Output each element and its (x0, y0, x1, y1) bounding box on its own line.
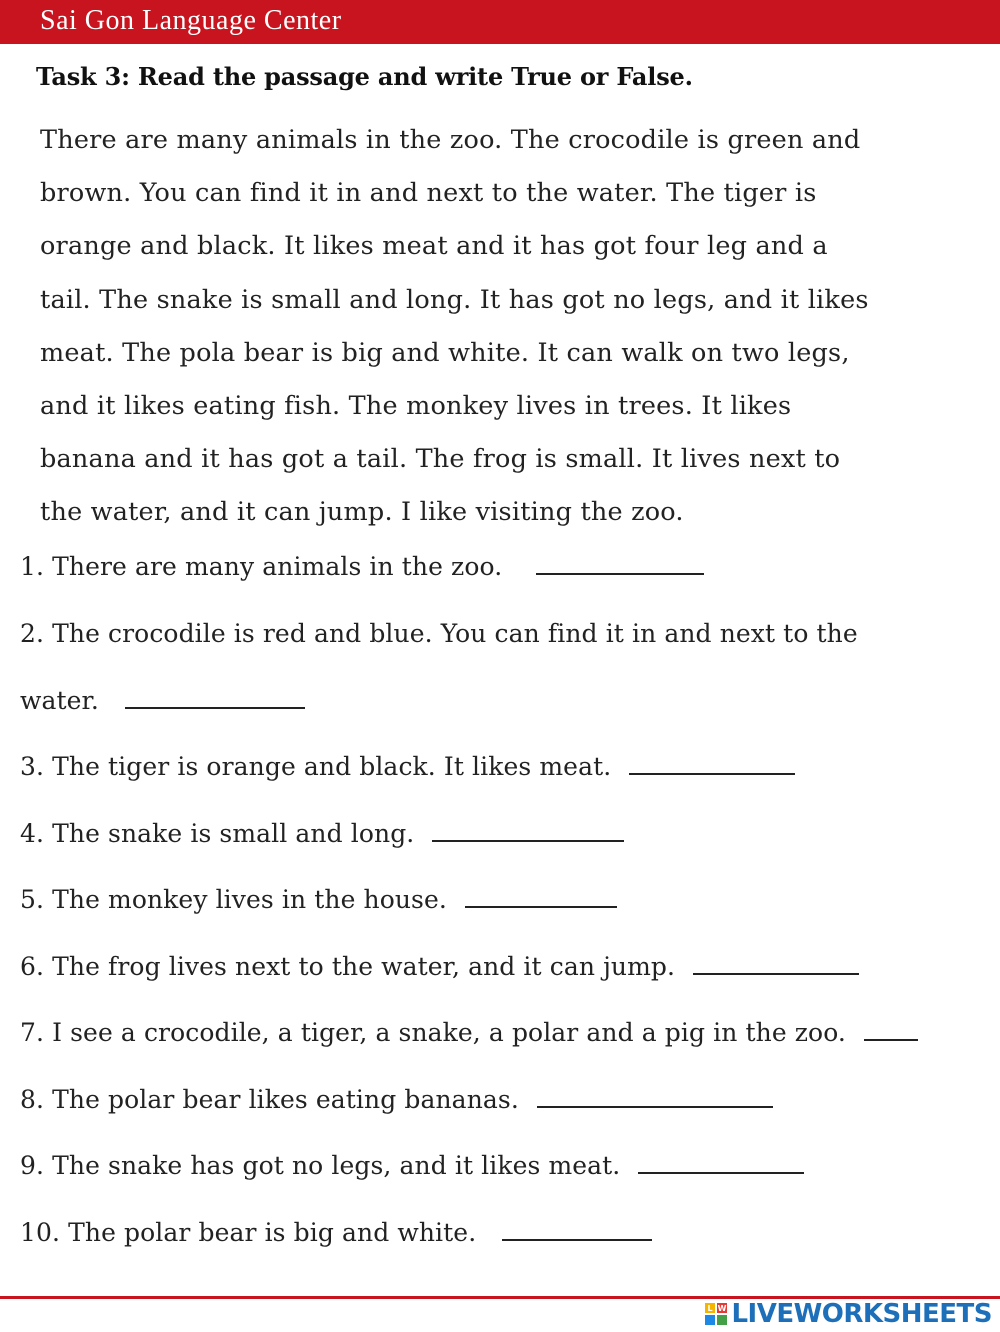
answer-blank-4[interactable] (432, 820, 624, 842)
answer-blank-2[interactable] (125, 687, 305, 709)
question-1 (20, 552, 704, 581)
question-10 (20, 1218, 652, 1247)
answer-blank-9[interactable] (638, 1152, 804, 1174)
question-text: 1. There are many animals in the zoo. (20, 552, 503, 581)
passage-line: banana and it has got a tail. The frog is small. It lives next to (40, 444, 841, 475)
answer-blank-5[interactable] (465, 886, 617, 908)
passage-line: meat. The pola bear is big and white. It can walk on two legs, (40, 337, 850, 368)
question-text: 7. I see a crocodile, a tiger, a snake, a polar and a pig in the zoo. (20, 1018, 846, 1047)
question-text: 8. The polar bear likes eating bananas. (20, 1085, 519, 1114)
passage-line: and it likes eating fish. The monkey lives in trees. It likes (40, 391, 792, 422)
reading-passage (40, 114, 980, 540)
answer-blank-3[interactable] (629, 753, 795, 775)
answer-blank-10[interactable] (502, 1219, 652, 1241)
question-2-continued (20, 686, 305, 715)
question-text: 3. The tiger is orange and black. It likes meat. (20, 752, 612, 781)
passage-line: tail. The snake is small and long. It has got no legs, and it likes (40, 284, 869, 315)
question-5 (20, 885, 617, 914)
passage-line: There are many animals in the zoo. The crocodile is green and (40, 125, 861, 155)
task-title: Task 3: Read the passage and write True or False. (36, 62, 693, 91)
liveworksheets-brand (704, 1298, 992, 1330)
passage-line: brown. You can find it in and next to the water. The tiger is (40, 178, 817, 209)
question-text: 2. The crocodile is red and blue. You can find it in and next to the (20, 619, 858, 648)
svg-text:L: L (707, 1304, 714, 1313)
question-8 (20, 1085, 773, 1114)
question-2 (20, 619, 858, 648)
question-text: 5. The monkey lives in the house. (20, 885, 447, 914)
answer-blank-8[interactable] (537, 1086, 773, 1108)
answer-blank-1[interactable] (536, 553, 704, 575)
brand-name: LIVEWORKSHEETS (731, 1299, 992, 1329)
svg-text:W: W (718, 1304, 727, 1313)
header-title: Sai Gon Language Center (40, 5, 342, 36)
question-text: 9. The snake has got no legs, and it likes meat. (20, 1151, 621, 1180)
question-6 (20, 952, 859, 981)
question-4 (20, 819, 624, 848)
passage-line: the water, and it can jump. I like visiting the zoo. (40, 497, 684, 528)
question-text: 4. The snake is small and long. (20, 819, 415, 848)
question-text: 10. The polar bear is big and white. (20, 1218, 477, 1247)
answer-blank-7[interactable] (864, 1019, 918, 1041)
question-text: 6. The frog lives next to the water, and it can jump. (20, 952, 676, 981)
question-9 (20, 1151, 804, 1180)
answer-blank-6[interactable] (693, 953, 859, 975)
passage-line: orange and black. It likes meat and it has got four leg and a (40, 231, 828, 262)
question-7 (20, 1018, 918, 1047)
question-text: water. (20, 686, 99, 715)
liveworksheets-logo-icon (704, 1301, 728, 1327)
question-3 (20, 752, 795, 781)
